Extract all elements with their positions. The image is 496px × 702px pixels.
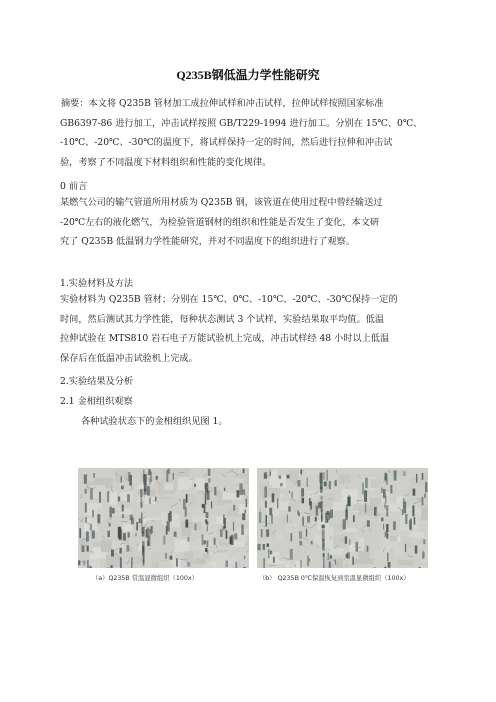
abstract xyxy=(60,94,436,172)
body-line: 拉伸试验在 MTS810 岩石电子万能试验机上完成，冲击试样经 48 小时以上低温 xyxy=(60,333,390,344)
abstract-line: -10℃、-20℃、-30℃的温度下，将试样保持一定的时间，然后进行拉伸和冲击试 xyxy=(60,137,393,148)
section-1-heading: 1.实验材料及方法 xyxy=(60,278,134,289)
caption-a: （a）Q235B 常温显微组织（100x） xyxy=(92,575,198,582)
abstract-line: 验，考察了不同温度下材料组织和性能的变化规律。 xyxy=(60,156,272,168)
micrograph-b xyxy=(257,468,428,568)
section-2-heading: 2.实验结果及分析 xyxy=(60,376,134,387)
section-2-1-body: 各种试验状态下的金相组织见图 1。 xyxy=(81,416,228,427)
body-line: 究了 Q235B 低温钢力学性能研究，并对不同温度下的组织进行了观察。 xyxy=(60,236,355,247)
section-0-heading: 0 前言 xyxy=(60,181,88,192)
body-line: 某燃气公司的输气管道所用材质为 Q235B 钢，该管道在使用过程中曾经输送过 xyxy=(60,197,383,208)
micrograph-a xyxy=(78,468,249,568)
section-2-1-heading: 2.1 金相组织观察 xyxy=(60,396,133,407)
body-line: 实验材料为 Q235B 管材；分别在 15℃、0℃、-10℃、-20℃、-30℃保持一定的 xyxy=(60,294,398,305)
section-0-body xyxy=(60,193,436,252)
abstract-line: 摘要：本文将 Q235B 管材加工成拉伸试样和冲击试样，拉伸试样按照国家标准 xyxy=(61,98,384,109)
body-line: 时间，然后测试其力学性能，每种状态测试 3 个试样，实验结果取平均值。低温 xyxy=(60,313,385,325)
caption-b: （b） Q235B 0℃保温恢复到室温显微组织（100x） xyxy=(259,575,410,582)
paper-title: Q235B钢低温力学性能研究 xyxy=(176,68,320,82)
body-line: 保存后在低温冲击试验机上完成。 xyxy=(60,352,198,364)
abstract-line: GB6397-86 进行加工，冲击试样按照 GB/T229-1994 进行加工。分别在 15℃、0℃、 xyxy=(60,117,423,129)
section-1-body xyxy=(60,290,436,368)
body-line: -20℃左右的液化燃气，为检验管道钢材的组织和性能是否发生了变化，本文研 xyxy=(60,216,380,228)
